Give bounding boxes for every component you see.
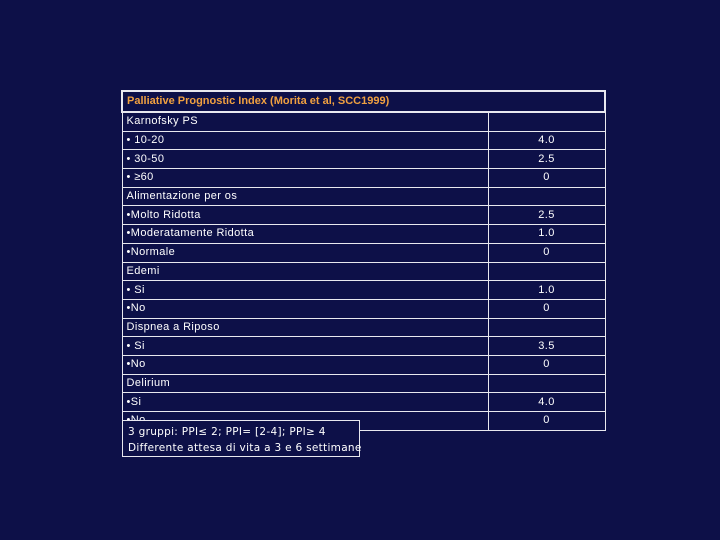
item-score: 4.0 — [488, 131, 605, 150]
table-row — [122, 131, 605, 150]
table-row — [122, 150, 605, 169]
note-line-survival: Differente attesa di vita a 3 e 6 settimane — [128, 442, 362, 454]
ppi-table — [121, 90, 606, 431]
item-score: 3.5 — [488, 337, 605, 356]
section-score-empty — [488, 187, 605, 206]
table-row — [122, 243, 605, 262]
table-row — [122, 169, 605, 188]
section-label: Karnofsky PS — [122, 112, 488, 131]
item-label: •No — [122, 355, 488, 374]
item-label: •No — [122, 299, 488, 318]
section-row — [122, 112, 605, 131]
item-label: • Si — [122, 281, 488, 300]
section-row — [122, 187, 605, 206]
item-score: 0 — [488, 355, 605, 374]
item-label: •Normale — [122, 243, 488, 262]
table-title-row — [122, 91, 605, 112]
item-label: •Si — [122, 393, 488, 412]
item-score: 0 — [488, 412, 605, 431]
item-label: • ≥60 — [122, 169, 488, 188]
item-score: 1.0 — [488, 281, 605, 300]
section-score-empty — [488, 374, 605, 393]
item-score: 0 — [488, 299, 605, 318]
table-title: Palliative Prognostic Index (Morita et al, SCC1999) — [122, 91, 605, 112]
section-row — [122, 262, 605, 281]
section-score-empty — [488, 318, 605, 337]
section-row — [122, 318, 605, 337]
item-label: •Molto Ridotta — [122, 206, 488, 225]
section-score-empty — [488, 112, 605, 131]
item-label: •Moderatamente Ridotta — [122, 225, 488, 244]
item-score: 4.0 — [488, 393, 605, 412]
item-score: 1.0 — [488, 225, 605, 244]
item-label: • 30-50 — [122, 150, 488, 169]
note-box — [122, 420, 360, 457]
section-label: Edemi — [122, 262, 488, 281]
table-row — [122, 337, 605, 356]
table-row — [122, 206, 605, 225]
section-row — [122, 374, 605, 393]
table-row — [122, 355, 605, 374]
item-score: 2.5 — [488, 150, 605, 169]
section-label: Delirium — [122, 374, 488, 393]
table-row — [122, 281, 605, 300]
item-score: 2.5 — [488, 206, 605, 225]
item-score: 0 — [488, 243, 605, 262]
table-row — [122, 393, 605, 412]
section-label: Dispnea a Riposo — [122, 318, 488, 337]
section-label: Alimentazione per os — [122, 187, 488, 206]
section-score-empty — [488, 262, 605, 281]
item-label: • 10-20 — [122, 131, 488, 150]
item-score: 0 — [488, 169, 605, 188]
table-row — [122, 299, 605, 318]
table-row — [122, 225, 605, 244]
item-label: • Si — [122, 337, 488, 356]
note-line-groups: 3 gruppi: PPI≤ 2; PPI= [2-4]; PPI≥ 4 — [128, 426, 326, 438]
